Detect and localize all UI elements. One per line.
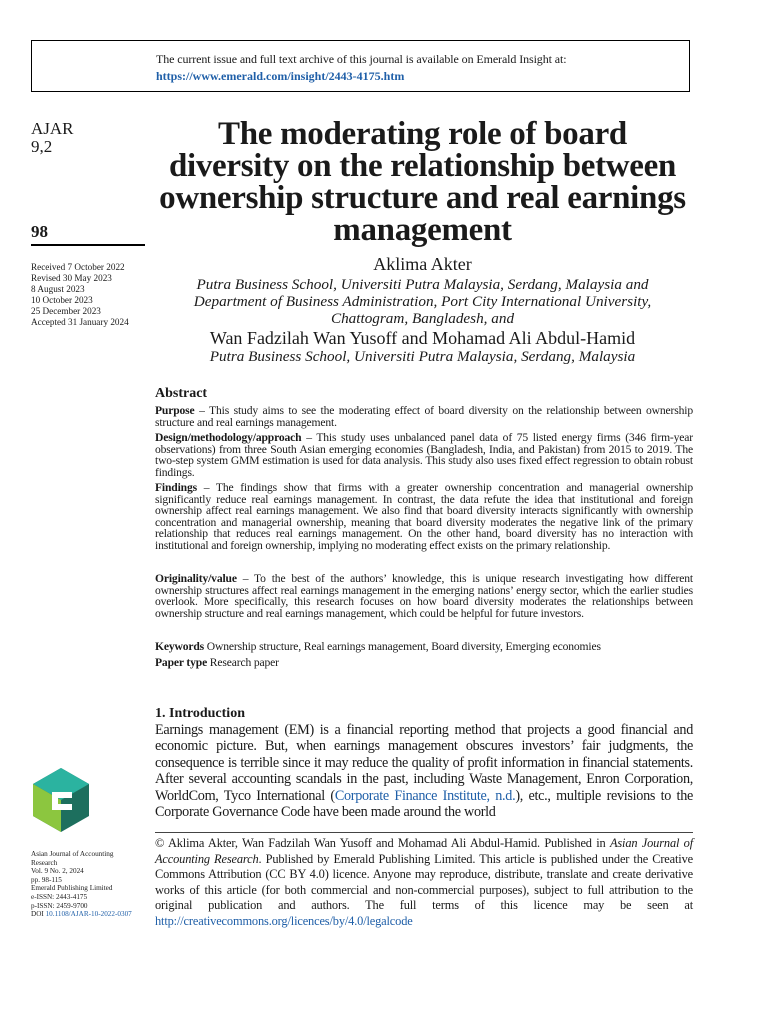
design-label: Design/methodology/approach bbox=[155, 431, 302, 444]
meta-line: Emerald Publishing Limited bbox=[31, 884, 113, 893]
submission-dates bbox=[31, 262, 129, 328]
date-line: Accepted 31 January 2024 bbox=[31, 317, 129, 327]
author-1-affiliation bbox=[155, 276, 690, 327]
date-line: Received 7 October 2022 bbox=[31, 262, 125, 272]
originality-text: – To the best of the authors’ knowledge, this is unique research investigating how different ownership structures affect real earnings management in the emerging nations’ energy sector, which the earlier studies overlook. More specifically, this research focuses on how board diversity moderates the relationships between ownership structure and real earnings management, which could be helpful for future investors. bbox=[155, 572, 693, 620]
emerald-logo-icon bbox=[30, 766, 92, 834]
date-line: 10 October 2023 bbox=[31, 295, 93, 305]
doi-link[interactable]: 10.1108/AJAR-10-2022-0307 bbox=[45, 910, 132, 919]
licence-journal-name: Asian Journal of Accounting Research bbox=[155, 836, 693, 866]
abstract-heading: Abstract bbox=[155, 386, 208, 401]
licence-part1: © Aklima Akter, Wan Fadzilah Wan Yusoff and Mohamad Ali Abdul-Hamid. Published in bbox=[155, 836, 610, 850]
authors-2-3: Wan Fadzilah Wan Yusoff and Mohamad Ali Abdul-Hamid bbox=[209, 328, 636, 348]
licence-part2: . Published by Emerald Publishing Limited. This article is published under the Creative Commons Attribution (CC BY 4.0) licence. Anyone may reproduce, distribute, translate and create derivative works of this article (for both commercial and non-commercial purposes), subject to full attribution to the original publication and authors. The full terms of this licence may be seen at bbox=[155, 851, 693, 913]
keywords bbox=[155, 641, 693, 653]
findings-text: – The findings show that firms with a greater ownership concentration and managerial ownership significantly reduce real earnings management. In contrast, the data refute the idea that institutional and foreign ownership affect real earnings management. We also find that board diversity interacts significantly with ownership concentration and managerial ownership, meaning that board diversity moderates the negative link of the primary relationship that reduces real earnings management. On the other hand, board diversity has no interaction with institutional and foreign ownership, implying no moderating effect exists on the primary relationship. bbox=[155, 481, 693, 552]
abstract-originality bbox=[155, 573, 693, 619]
affiliation-line: Putra Business School, Universiti Putra Malaysia, Serdang, Malaysia and bbox=[196, 276, 649, 293]
journal-metadata bbox=[31, 850, 151, 919]
date-line: Revised 30 May 2023 bbox=[31, 273, 112, 283]
licence-statement bbox=[155, 836, 693, 930]
date-line: 8 August 2023 bbox=[31, 284, 85, 294]
papertype-text: Research paper bbox=[207, 656, 279, 669]
purpose-text: – This study aims to see the moderating effect of board diversity on the relationship between ownership structure and real earnings management. bbox=[155, 404, 693, 429]
meta-line: Vol. 9 No. 2, 2024 bbox=[31, 867, 84, 876]
introduction-heading: 1. Introduction bbox=[155, 706, 245, 721]
meta-line: p-ISSN: 2459-9700 bbox=[31, 901, 88, 910]
intro-text-before: Earnings management (EM) is a financial reporting method that projects a good financial and economic picture. But, when earnings management obscures investors’ fair judgments, the consequence is terrible since it may reduce the quality of profit information in financial statements. After several accounting scandals in the past, including Waste Management, Enron Corporation, WorldCom, Tyco International ( bbox=[155, 722, 693, 804]
keywords-text: Ownership structure, Real earnings management, Board diversity, Emerging economies bbox=[204, 640, 601, 653]
purpose-label: Purpose bbox=[155, 404, 195, 417]
meta-line: e-ISSN: 2443-4175 bbox=[31, 892, 88, 901]
findings-label: Findings bbox=[155, 481, 197, 494]
design-text: – This study uses unbalanced panel data of 75 listed energy firms (346 firm-year observations) from three South Asian emerging economies (Bangladesh, India, and Pakistan) from 2015 to 2019. The two-step system GMM estimation is used for data analysis. This study also uses fixed effect regression to obtain robust findings. bbox=[155, 431, 693, 479]
citation-link[interactable]: Corporate Finance Institute, n.d. bbox=[334, 787, 516, 804]
keywords-label: Keywords bbox=[155, 640, 205, 653]
affiliation-line: Chattogram, Bangladesh, and bbox=[330, 310, 515, 327]
journal-abbreviation: AJAR bbox=[31, 119, 74, 138]
meta-line: pp. 98-115 bbox=[31, 875, 62, 884]
article-title: The moderating role of board diversity on the relationship between ownership structure and real earnings management bbox=[159, 116, 686, 248]
journal-header-box bbox=[31, 40, 690, 92]
page-number: 98 bbox=[31, 222, 48, 241]
abstract-purpose bbox=[155, 405, 693, 428]
papertype-label: Paper type bbox=[155, 656, 208, 669]
volume-issue: 9,2 bbox=[31, 137, 53, 156]
journal-url-link[interactable]: https://www.emerald.com/insight/2443-4175.htm bbox=[156, 69, 405, 83]
licence-rule bbox=[155, 832, 693, 833]
introduction-paragraph bbox=[155, 722, 693, 820]
affiliation-line: Department of Business Administration, Port City International University, bbox=[193, 293, 652, 310]
doi-label: DOI bbox=[31, 910, 44, 919]
licence-url-link[interactable]: http://creativecommons.org/licences/by/4.0/legalcode bbox=[155, 913, 413, 928]
author-1: Aklima Akter bbox=[373, 254, 472, 274]
date-line: 25 December 2023 bbox=[31, 306, 101, 316]
header-availability-text: The current issue and full text archive of this journal is available on Emerald Insight at: bbox=[156, 52, 567, 66]
sidebar-rule bbox=[31, 244, 145, 246]
abstract-findings bbox=[155, 482, 693, 552]
abstract-design bbox=[155, 432, 693, 478]
meta-line: Research bbox=[31, 858, 58, 867]
doi-line bbox=[31, 910, 151, 919]
authors-2-3-affiliation: Putra Business School, Universiti Putra Malaysia, Serdang, Malaysia bbox=[209, 348, 636, 365]
intro-text-after: ), etc., multiple revisions to the Corporate Governance Code have been made around the world bbox=[155, 787, 693, 821]
paper-type bbox=[155, 657, 693, 669]
meta-line: Asian Journal of Accounting bbox=[31, 850, 114, 858]
originality-label: Originality/value bbox=[155, 572, 237, 585]
